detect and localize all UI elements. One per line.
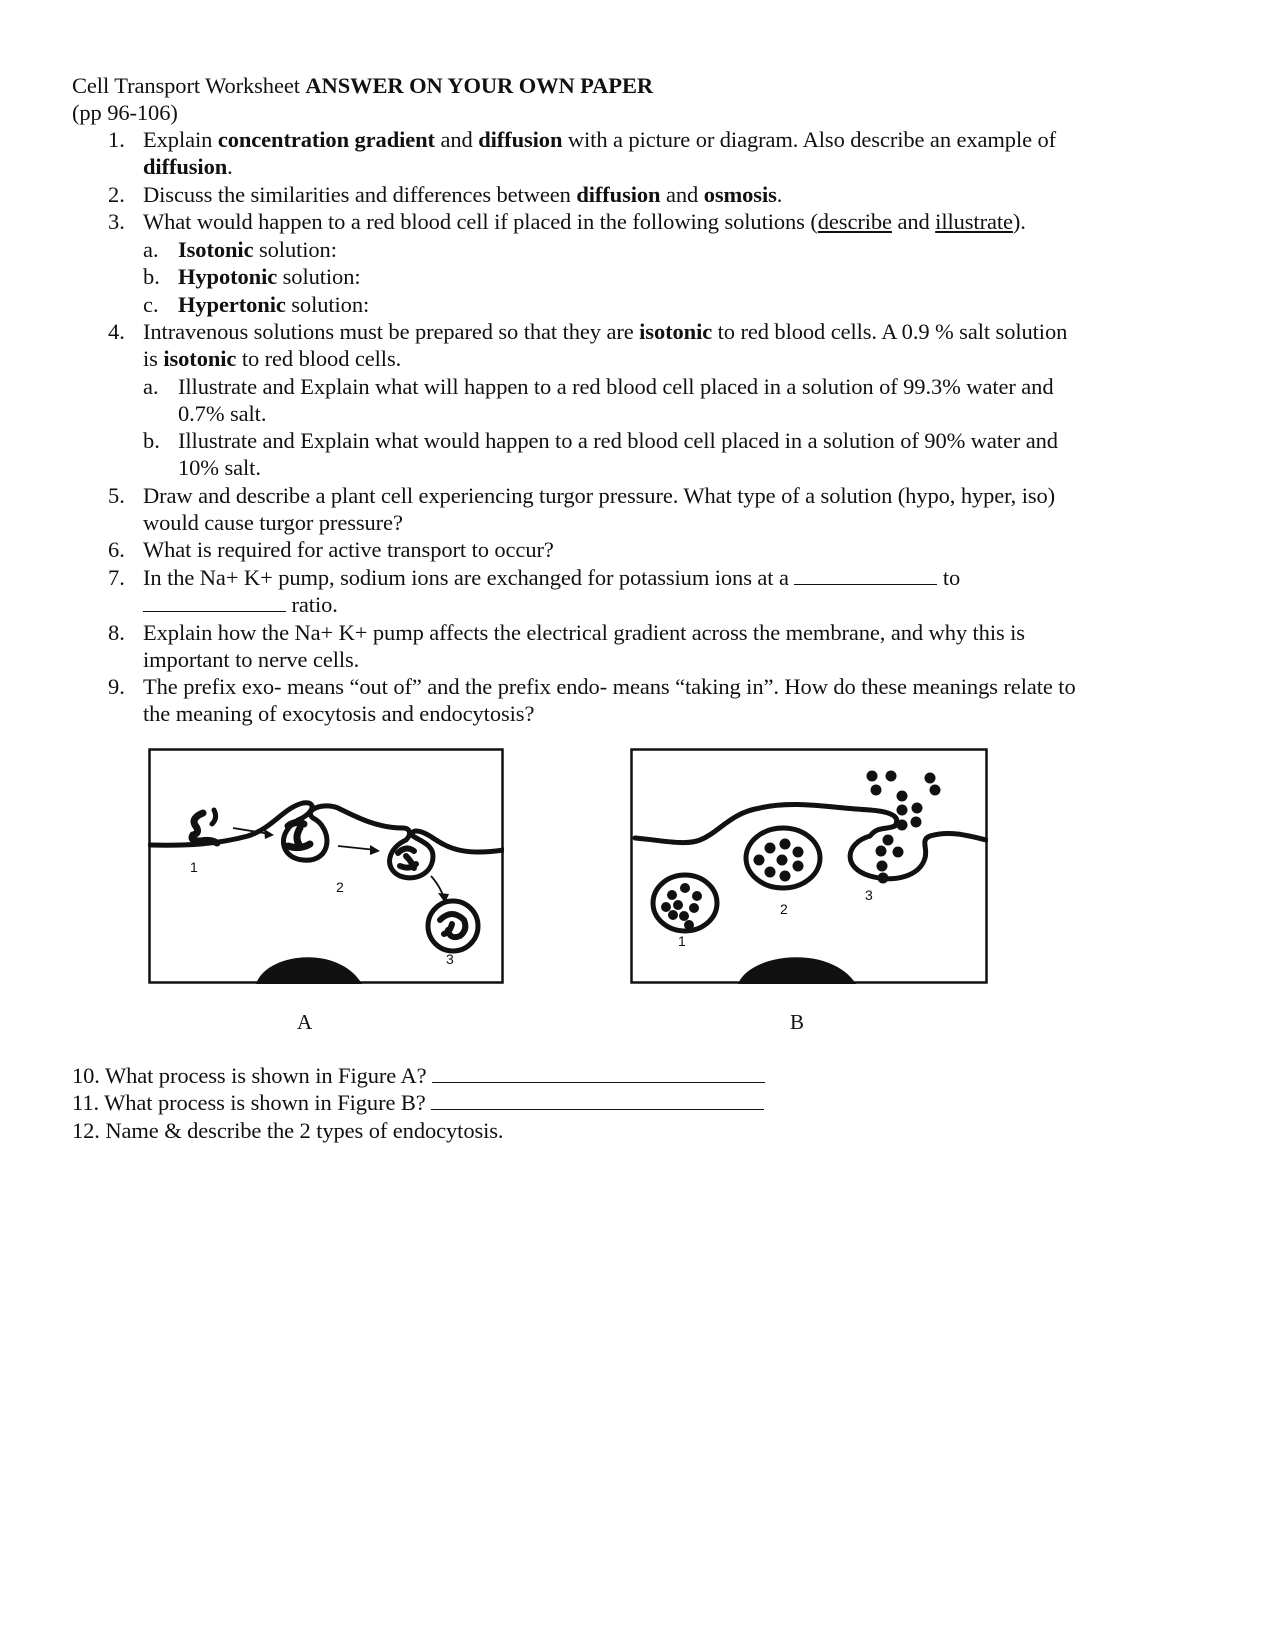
question-number-7: 7. xyxy=(108,565,125,590)
q2-part: Discuss the similarities and differences between xyxy=(143,182,577,207)
q1-part: Explain xyxy=(143,127,218,152)
question-4-text xyxy=(143,318,1067,346)
q1-part: with a picture or diagram. Also describe an example of xyxy=(562,127,1057,152)
answer-blank[interactable] xyxy=(143,591,286,612)
question-11 xyxy=(72,1089,764,1117)
q3-part: What would happen to a red blood cell if placed in the following solutions ( xyxy=(143,209,818,234)
q3c-rest: solution: xyxy=(285,292,370,317)
figure-a-label-3: 3 xyxy=(446,951,454,967)
figure-b-label-2: 2 xyxy=(780,901,788,917)
q3-term-describe: describe xyxy=(817,209,892,234)
question-5-line2: would cause turgor pressure? xyxy=(143,510,403,535)
q3b-letter: b. xyxy=(143,264,160,289)
question-9-line1: The prefix exo- means “out of” and the prefix endo- means “taking in”. How do these meanings relate to xyxy=(143,674,1076,699)
q4a-text-line1: Illustrate and Explain what will happen to a red blood cell placed in a solution of 99.3% water and xyxy=(178,374,1054,399)
q2-term-diffusion: diffusion xyxy=(576,182,661,207)
question-number-6: 6. xyxy=(108,537,125,562)
q3a-letter: a. xyxy=(143,237,159,262)
question-8-line1: Explain how the Na+ K+ pump affects the electrical gradient across the membrane, and why this is xyxy=(143,620,1025,645)
question-12 xyxy=(72,1117,503,1145)
q4a-letter: a. xyxy=(143,374,159,399)
figure-a-label-2: 2 xyxy=(336,879,344,895)
question-number-10: 10. xyxy=(72,1063,100,1088)
q3a-term: Isotonic xyxy=(178,237,254,262)
q3-part: and xyxy=(891,209,936,234)
question-10-text: What process is shown in Figure A? xyxy=(104,1063,433,1088)
question-7-line1 xyxy=(143,564,960,592)
q1-part: . xyxy=(227,154,233,179)
figure-b-label-3: 3 xyxy=(865,887,873,903)
q3b-rest: solution: xyxy=(277,264,361,289)
question-number-8: 8. xyxy=(108,620,125,645)
question-4-continued xyxy=(143,345,401,373)
answer-blank-figure-a[interactable] xyxy=(432,1062,765,1083)
question-number-9: 9. xyxy=(108,674,125,699)
q3c-text xyxy=(178,291,369,319)
q3-term-illustrate: illustrate xyxy=(935,209,1013,234)
q4b-text-line2: 10% salt. xyxy=(178,455,261,480)
q7-ratio: ratio. xyxy=(286,592,338,617)
q3-part: ). xyxy=(1012,209,1026,234)
q4-part: to red blood cells. xyxy=(236,346,402,371)
q2-part: and xyxy=(660,182,704,207)
figure-b-caption: B xyxy=(790,1010,805,1034)
question-11-text: What process is shown in Figure B? xyxy=(104,1090,432,1115)
q4-part: Intravenous solutions must be prepared so that they are xyxy=(143,319,640,344)
question-9-line2: the meaning of exocytosis and endocytosis? xyxy=(143,701,535,726)
question-number-12: 12. xyxy=(72,1118,100,1143)
question-number-1: 1. xyxy=(108,127,125,152)
q1-term-concentration-gradient: concentration gradient xyxy=(217,127,435,152)
question-number-2: 2. xyxy=(108,182,125,207)
q3b-text xyxy=(178,263,361,291)
question-number-3: 3. xyxy=(108,209,125,234)
q3a-rest: solution: xyxy=(253,237,337,262)
figure-b-label-1: 1 xyxy=(678,933,686,949)
question-number-11: 11. xyxy=(72,1090,99,1115)
question-6-line1: What is required for active transport to occur? xyxy=(143,537,554,562)
question-5-line1: Draw and describe a plant cell experiencing turgor pressure. What type of a solution (hypo, hyper, iso) xyxy=(143,483,1056,508)
figure-b-exocytosis-diagram xyxy=(630,748,988,986)
q1-part: and xyxy=(434,127,479,152)
question-10 xyxy=(72,1062,765,1090)
worksheet-title xyxy=(72,72,653,100)
q4-term-isotonic: isotonic xyxy=(163,346,237,371)
question-number-5: 5. xyxy=(108,483,125,508)
q4-part: to red blood cells. A 0.9 % salt solution xyxy=(712,319,1068,344)
q2-part: . xyxy=(776,182,783,207)
title-plain: Cell Transport Worksheet xyxy=(72,73,306,98)
question-1-continued xyxy=(143,153,233,181)
q3c-term: Hypertonic xyxy=(178,292,286,317)
figure-a-caption: A xyxy=(297,1010,313,1034)
page-range: (pp 96-106) xyxy=(72,100,178,125)
question-3-text xyxy=(143,208,1026,236)
title-bold: ANSWER ON YOUR OWN PAPER xyxy=(305,73,654,98)
q3a-text xyxy=(178,236,337,264)
answer-blank[interactable] xyxy=(794,564,937,585)
q3b-term: Hypotonic xyxy=(178,264,278,289)
q3c-letter: c. xyxy=(143,292,159,317)
q4-term-isotonic: isotonic xyxy=(639,319,713,344)
q4-part: is xyxy=(143,346,164,371)
question-8-line2: important to nerve cells. xyxy=(143,647,360,672)
question-12-text: Name & describe the 2 types of endocytosis. xyxy=(105,1118,504,1143)
question-2-text xyxy=(143,181,782,209)
answer-blank-figure-b[interactable] xyxy=(431,1089,764,1110)
q2-term-osmosis: osmosis xyxy=(703,182,777,207)
q1-term-diffusion: diffusion xyxy=(478,127,563,152)
question-number-4: 4. xyxy=(108,319,125,344)
figure-a-label-1: 1 xyxy=(190,859,198,875)
question-1-text xyxy=(143,126,1056,154)
figure-a-endocytosis-diagram xyxy=(148,748,504,986)
q4b-letter: b. xyxy=(143,428,160,453)
q7-text: In the Na+ K+ pump, sodium ions are exchanged for potassium ions at a xyxy=(143,565,795,590)
question-7-line2 xyxy=(143,591,338,619)
q1-term-diffusion: diffusion xyxy=(143,154,228,179)
q4a-text-line2: 0.7% salt. xyxy=(178,401,267,426)
q4b-text-line1: Illustrate and Explain what would happen to a red blood cell placed in a solution of 90% water and xyxy=(178,428,1058,453)
q7-to: to xyxy=(937,565,961,590)
